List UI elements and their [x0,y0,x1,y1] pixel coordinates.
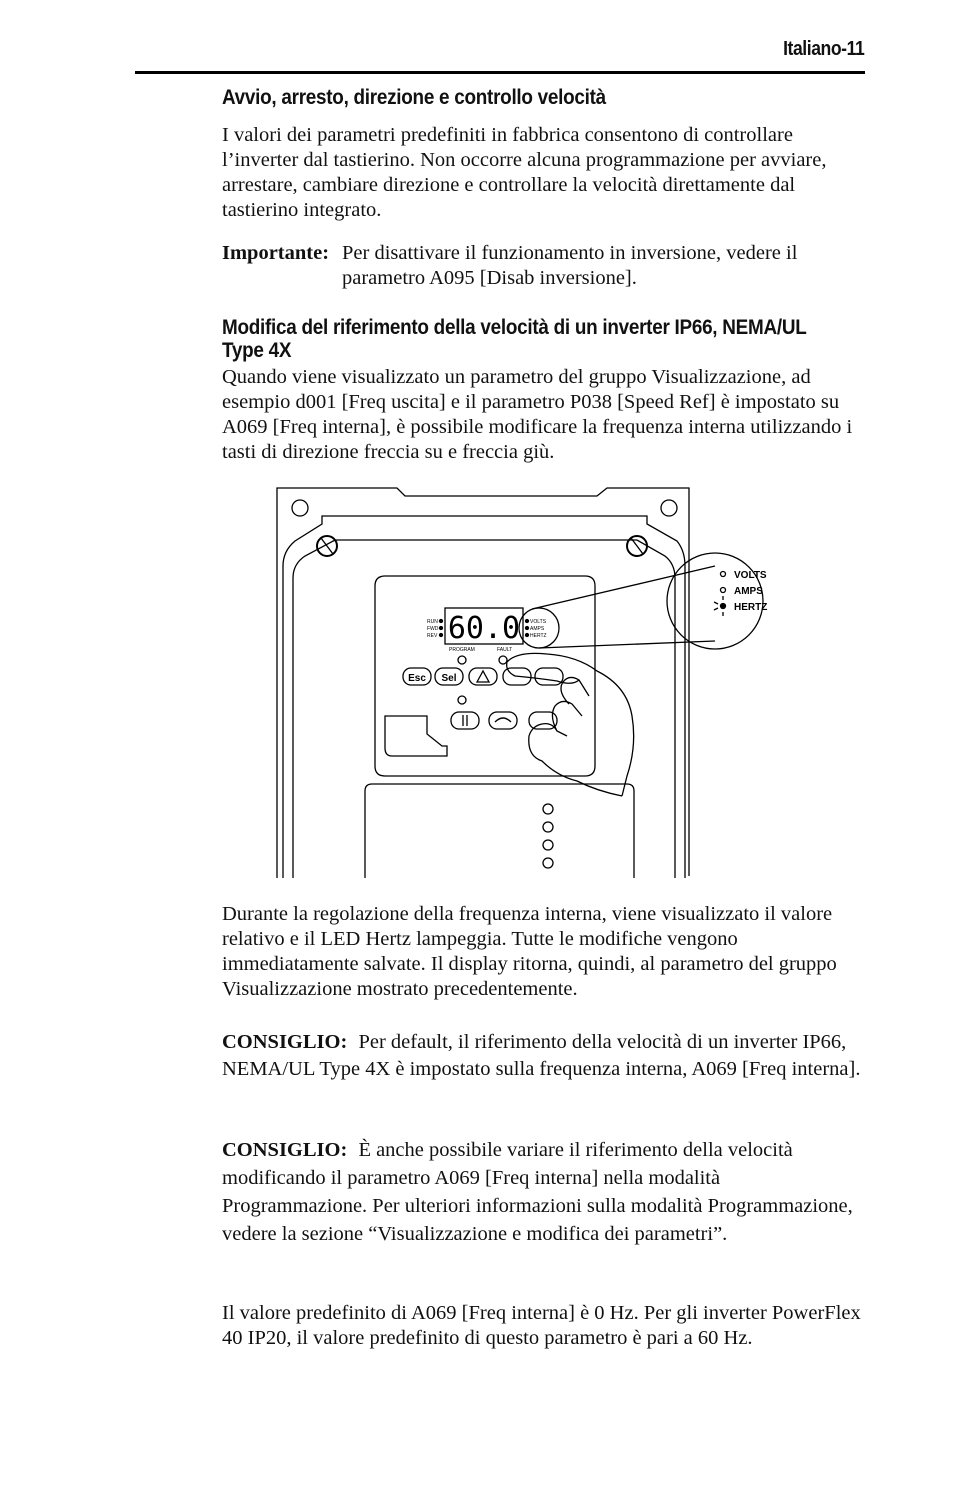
run-led [440,620,443,623]
volts-led-small [526,620,529,623]
speed-pot-led [458,696,466,704]
esc-key[interactable] [403,668,431,685]
paragraph-final [222,1301,867,1351]
important-label: Importante: [222,242,330,264]
sel-key-label: Sel [441,673,457,684]
reverse-icon [463,715,467,726]
amps-led-small [526,627,529,630]
lower-panel [365,784,634,878]
paragraph-intro [222,123,867,223]
zoom-label-hertz: HERTZ [734,602,768,613]
fault-label: FAULT [497,647,513,653]
heading-line-2: Type 4X [222,339,292,362]
heading-line-1: Modifica del riferimento della velocità di un inverter IP66, NEMA/UL [222,316,807,339]
tip2-text: È anche possibile variare il riferimento della velocità modificando il parametro A069 [Freq interna] nella modalità Programmazione. Per ulteriori informazioni sulla modalità Programmazione, vedere la sezione “Visualizzazione e modifica dei parametri”. [222,1139,853,1245]
page-label: Italiano-11 [782,38,864,60]
speed-ref-text: Quando viene visualizzato un parametro del gruppo Visualizzazione, ad esempio d001 [Freq uscita] e il parametro P038 [Speed Ref] è impostato su A069 [Freq interna], è possibile modificare la frequenza interna utilizzando i tasti di direzione freccia su e freccia giù. [222,366,853,463]
keypad-cutout [385,716,447,756]
tip1-text: Per default, il riferimento della velocità di un inverter IP66, NEMA/UL Type 4X è impostato sulla frequenza interna, A069 [Freq interna]. [222,1031,861,1080]
led-label-fwd: FWD [427,626,439,632]
tip1-label: CONSIGLIO: [222,1031,348,1053]
rev-led [440,634,443,637]
screw-right [627,536,647,556]
hand-illustration [507,653,634,796]
led-label-volts-small: VOLTS [530,619,547,625]
led-label-amps-small: AMPS [530,626,545,632]
tip2-label: CONSIGLIO: [222,1139,348,1161]
fault-led [499,656,507,664]
sel-key[interactable] [435,668,463,685]
up-arrow-icon [477,671,489,682]
paragraph-after-figure [222,902,867,1002]
screw-left [317,536,337,556]
indicator-leds [543,804,553,868]
up-arrow-key[interactable] [469,668,497,685]
hertz-led-small [526,634,529,637]
led-label-run: RUN [427,619,438,625]
display-value: 60.0 [447,611,521,646]
enter-key[interactable] [535,668,563,685]
zoom-line-top [532,566,715,609]
section-heading-speed-ref [222,316,806,362]
important-note [222,241,867,291]
zoom-amps-led [721,588,726,593]
tip-2 [222,1136,867,1248]
zoom-hertz-led-blinking [714,596,726,616]
esc-key-label: Esc [408,673,426,684]
tip-1 [222,1029,867,1083]
paragraph-speed-ref [222,365,867,465]
program-led [458,656,466,664]
housing-inner-outline [283,516,685,878]
zoom-label-volts: VOLTS [734,570,767,581]
zoom-circle [667,553,763,649]
inverter-keypad-figure [277,486,768,878]
final-text: Il valore predefinito di A069 [Freq interna] è 0 Hz. Per gli inverter PowerFlex 40 IP20, il valore predefinito di questo parametro è pari a 60 Hz. [222,1302,861,1349]
important-text: Per disattivare il funzionamento in inversione, vedere il parametro A095 [Disab inversione]. [342,242,798,289]
led-label-rev: REV [427,633,438,639]
housing-recess-outline [293,540,675,878]
led-label-hertz-small: HERTZ [530,633,547,639]
intro-text: I valori dei parametri predefiniti in fabbrica consentono di controllare l’inverter dal tastierino. Non occorre alcuna programmazione per avviare, arrestare, cambiare direzione e controllare la velocità direttamente dal tastierino integrato. [222,124,827,221]
after-figure-text: Durante la regolazione della frequenza interna, viene visualizzato il valore relativo e il LED Hertz lampeggia. Tutte le modifiche vengono immediatamente salvate. Il display ritorna, quindi, al parametro del gruppo Visualizzazione mostrato precedentemente. [222,903,837,1000]
fwd-led [440,627,443,630]
header-rule [135,71,865,74]
mount-hole-left [292,500,308,516]
zoom-volts-led [721,572,726,577]
reverse-key[interactable] [451,712,479,729]
section-heading-start-stop: Avvio, arresto, direzione e controllo velocità [222,86,606,109]
mount-hole-right [661,500,677,516]
start-key[interactable] [489,712,517,729]
zoom-label-amps: AMPS [734,586,763,597]
program-label: PROGRAM [449,647,475,653]
start-icon [495,718,511,722]
